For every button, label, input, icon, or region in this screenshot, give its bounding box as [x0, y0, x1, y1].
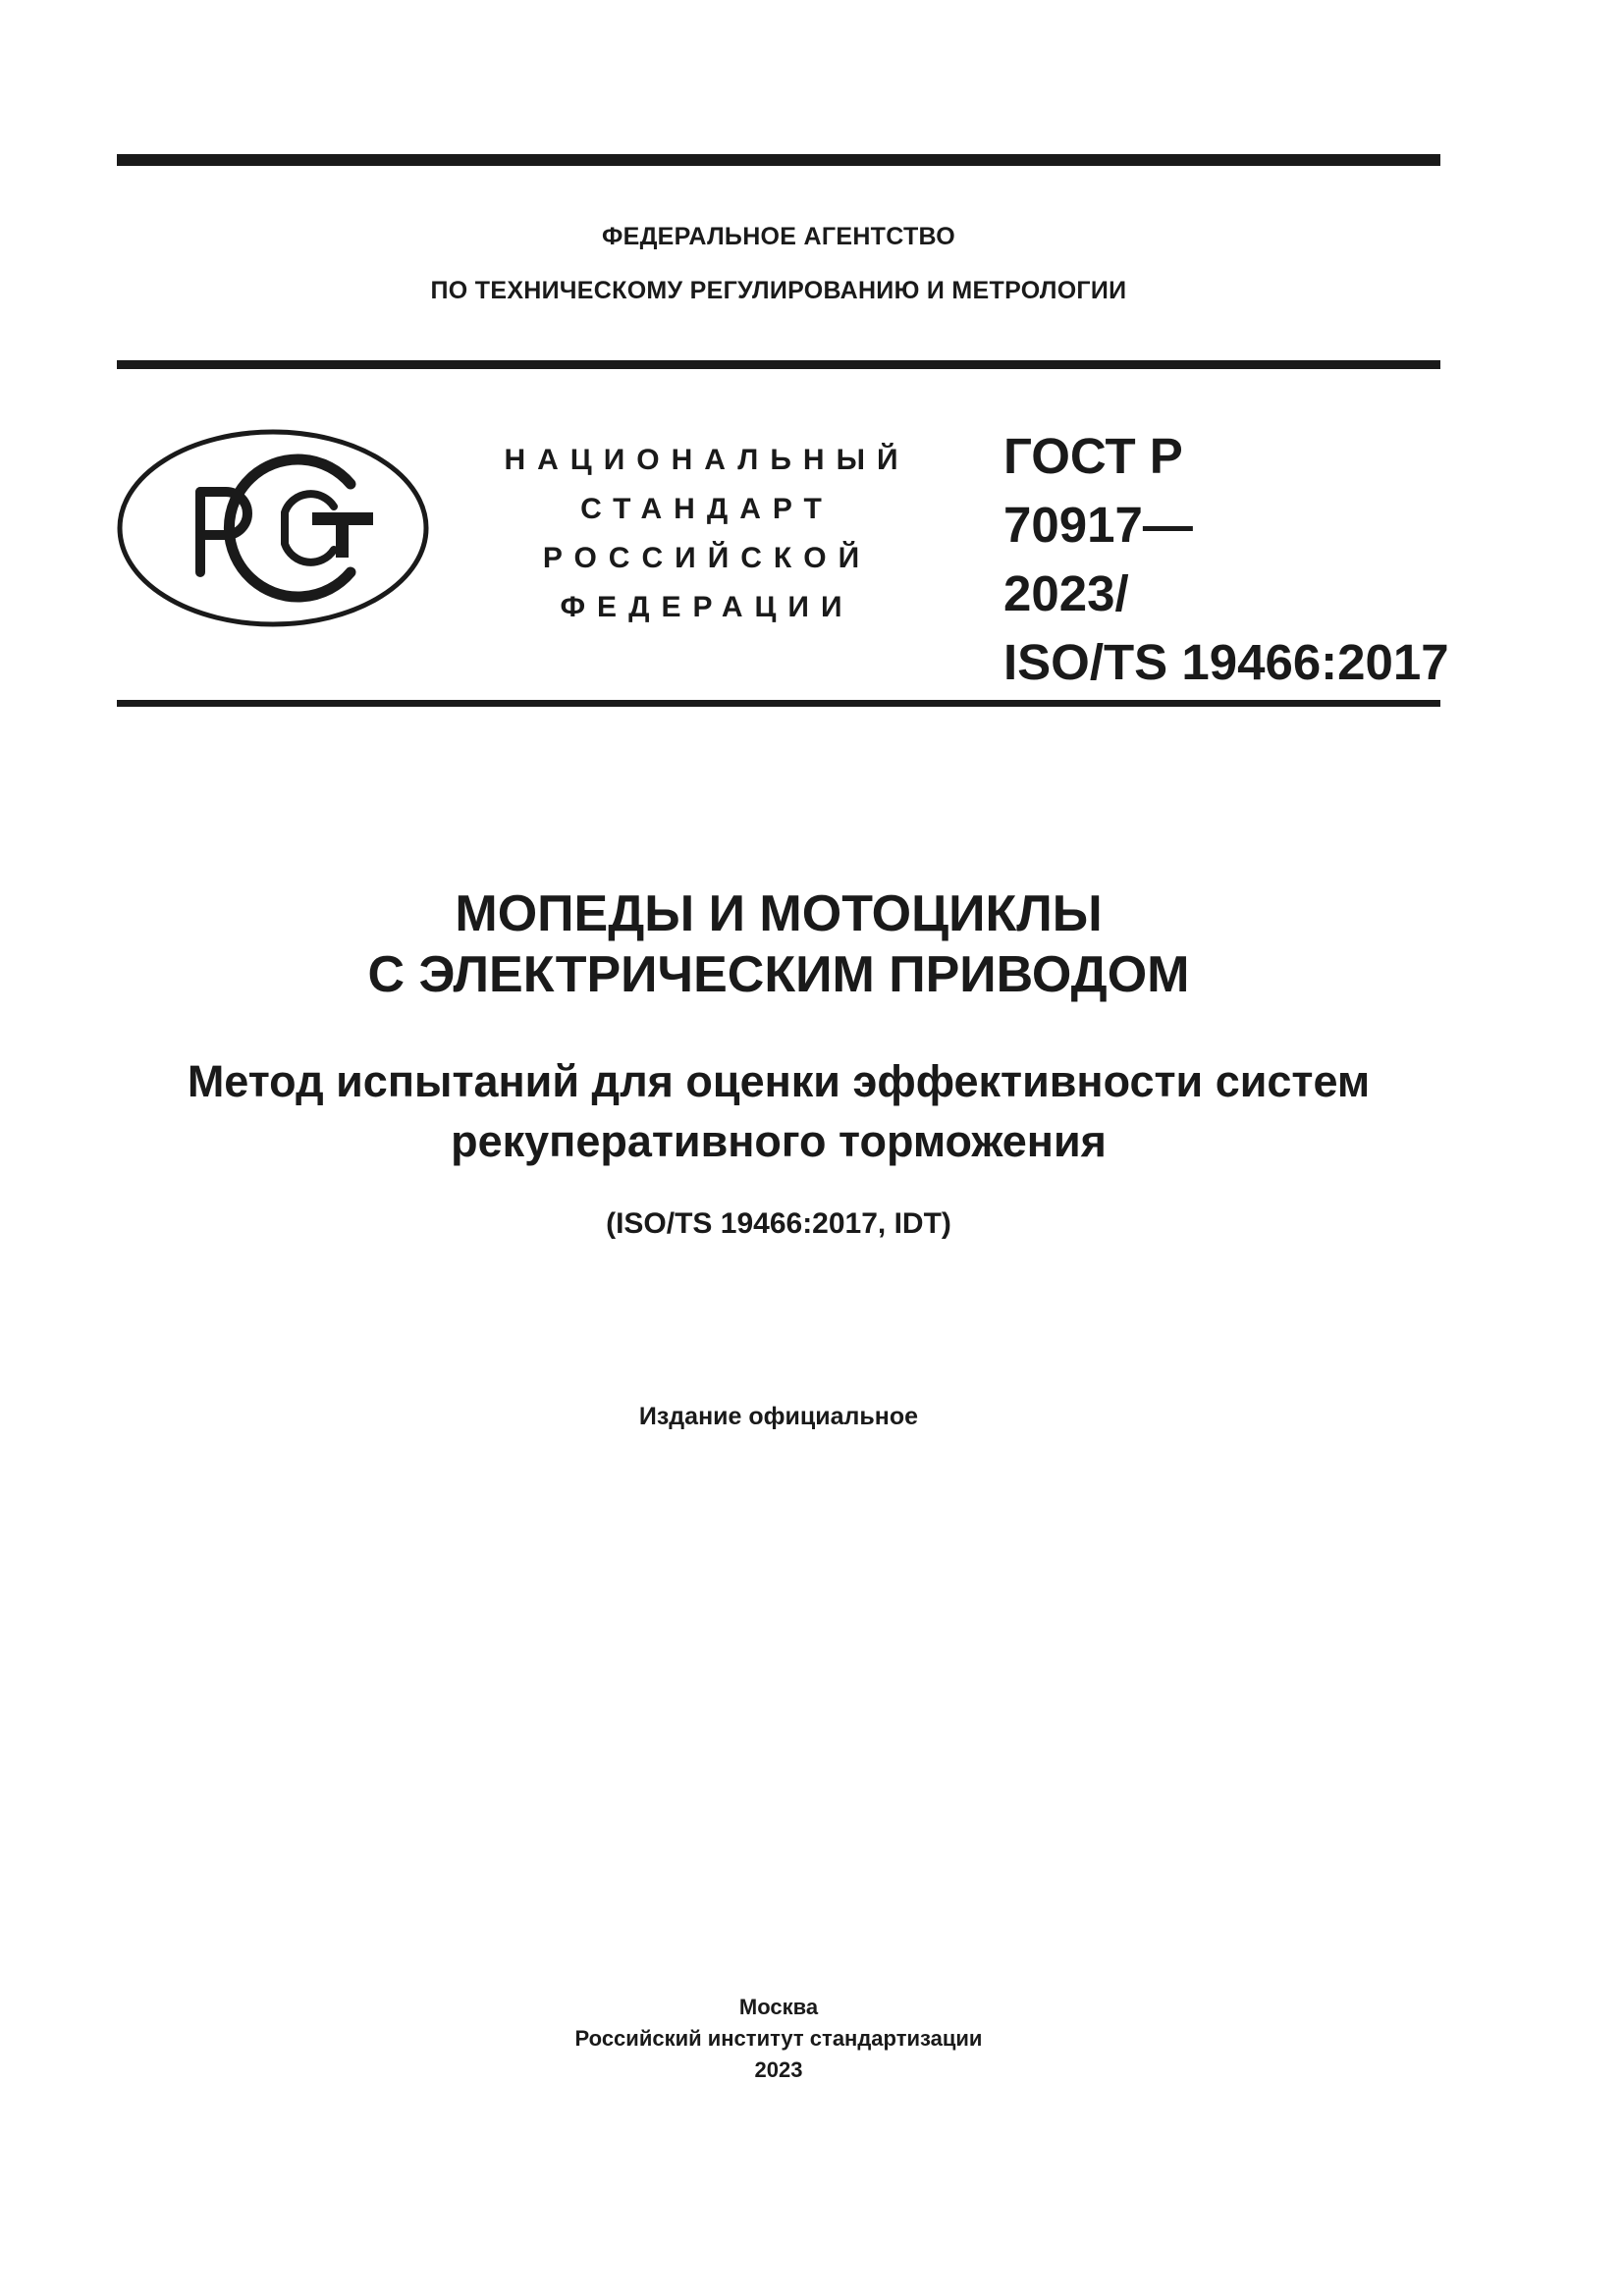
designation-line-4: ISO/TS 19466:2017 — [1003, 634, 1449, 690]
designation-line-2: 70917— — [1003, 497, 1193, 553]
header-divider-rule — [117, 360, 1440, 369]
agency-name-line-1: ФЕДЕРАЛЬНОЕ АГЕНТСТВО — [601, 223, 956, 250]
designation-line-1: ГОСТ Р — [1003, 428, 1183, 484]
publisher-block — [117, 1992, 1440, 2086]
rst-certification-mark-icon — [116, 428, 430, 628]
document-subtitle-line-1: Метод испытаний для оценки эффективности систем — [187, 1056, 1371, 1106]
document-subtitle-line-2: рекуперативного торможения — [451, 1116, 1107, 1166]
designation-divider-rule — [117, 700, 1440, 707]
edition-label: Издание официальное — [638, 1403, 919, 1430]
publication-year: 2023 — [754, 2057, 803, 2082]
publisher-institute: Российский институт стандартизации — [574, 2026, 983, 2051]
designation-line-3: 2023/ — [1003, 565, 1129, 621]
agency-name-line-2: ПО ТЕХНИЧЕСКОМУ РЕГУЛИРОВАНИЮ И МЕТРОЛОГИИ — [430, 277, 1127, 304]
top-rule — [117, 154, 1440, 166]
national-standard-line-4: ФЕДЕРАЦИИ — [560, 591, 854, 623]
iso-reference: (ISO/TS 19466:2017, IDT) — [606, 1207, 951, 1240]
document-title-line-2: С ЭЛЕКТРИЧЕСКИМ ПРИВОДОМ — [367, 946, 1190, 1003]
national-standard-line-2: СТАНДАРТ — [580, 493, 834, 525]
national-standard-line-3: РОССИЙСКОЙ — [542, 542, 872, 574]
publisher-city: Москва — [738, 1995, 819, 2019]
national-standard-line-1: НАЦИОНАЛЬНЫЙ — [504, 444, 910, 476]
document-title — [117, 883, 1440, 1005]
document-title-line-1: МОПЕДЫ И МОТОЦИКЛЫ — [455, 885, 1103, 942]
standard-designation — [1003, 422, 1449, 697]
national-standard-label — [481, 436, 933, 632]
document-subtitle — [117, 1051, 1440, 1171]
